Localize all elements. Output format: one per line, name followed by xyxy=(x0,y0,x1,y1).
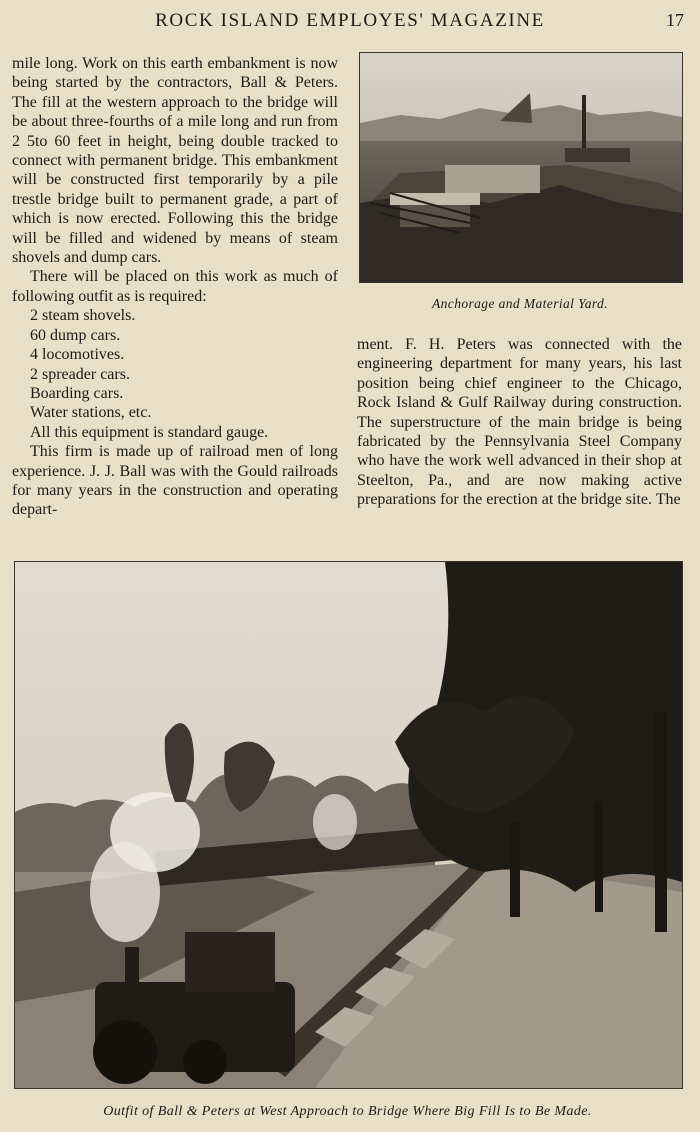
list-item: 2 spreader cars. xyxy=(30,365,130,383)
article-paragraph: ment. F. H. Peters was connected with the engineering department for many years, his last position being chief engineer to the Chicago, Rock Island & Gulf Railway during construction. The superstructure of the main bridge is being fabricated by the Pennsylvania Steel Company who have the work well advanced in their shop at Steelton, Pa., and are now making active preparations for the erection at the bridge site. The xyxy=(357,336,682,509)
magazine-title: ROCK ISLAND EMPLOYES' MAGAZINE xyxy=(155,10,545,31)
list-item: Water stations, etc. xyxy=(30,404,152,422)
list-item: Boarding cars. xyxy=(30,384,124,402)
list-item: 4 locomotives. xyxy=(30,346,125,364)
page-header xyxy=(0,10,700,34)
article-paragraph: This firm is made up of railroad men of long experience. J. J. Ball was with the Gould railroads for many years in the construction and operating depart- xyxy=(12,443,338,519)
page-number: 17 xyxy=(666,10,684,30)
article-paragraph: There will be placed on this work as much of following outfit as is required: xyxy=(12,268,338,305)
figure2-caption: Outfit of Ball & Peters at West Approach to Bridge Where Big Fill Is to Be Made. xyxy=(103,1104,592,1119)
anchorage-photo xyxy=(359,52,683,283)
article-paragraph: All this equipment is standard gauge. xyxy=(30,423,269,441)
left-text-column xyxy=(12,54,338,520)
article-paragraph: mile long. Work on this earth embankment is now being started by the contractors, Ball & Peters. The fill at the western approach to the bridge will be about three-fourths of a mile long and run from 2 5to 60 feet in height, being double tracked to connect with permanent bridge. This embankment will be constructed first temporarily by a pile trestle bridge built to permanent grade, a part of which is now erected. Following this the bridge will be filled and widened by means of steam shovels and dump cars. xyxy=(12,55,338,267)
figure1-caption: Anchorage and Material Yard. xyxy=(432,296,608,311)
outfit-list xyxy=(12,306,338,422)
list-item: 2 steam shovels. xyxy=(30,307,136,325)
outfit-photo xyxy=(14,561,683,1089)
list-item: 60 dump cars. xyxy=(30,326,121,344)
right-text-column xyxy=(357,335,682,510)
